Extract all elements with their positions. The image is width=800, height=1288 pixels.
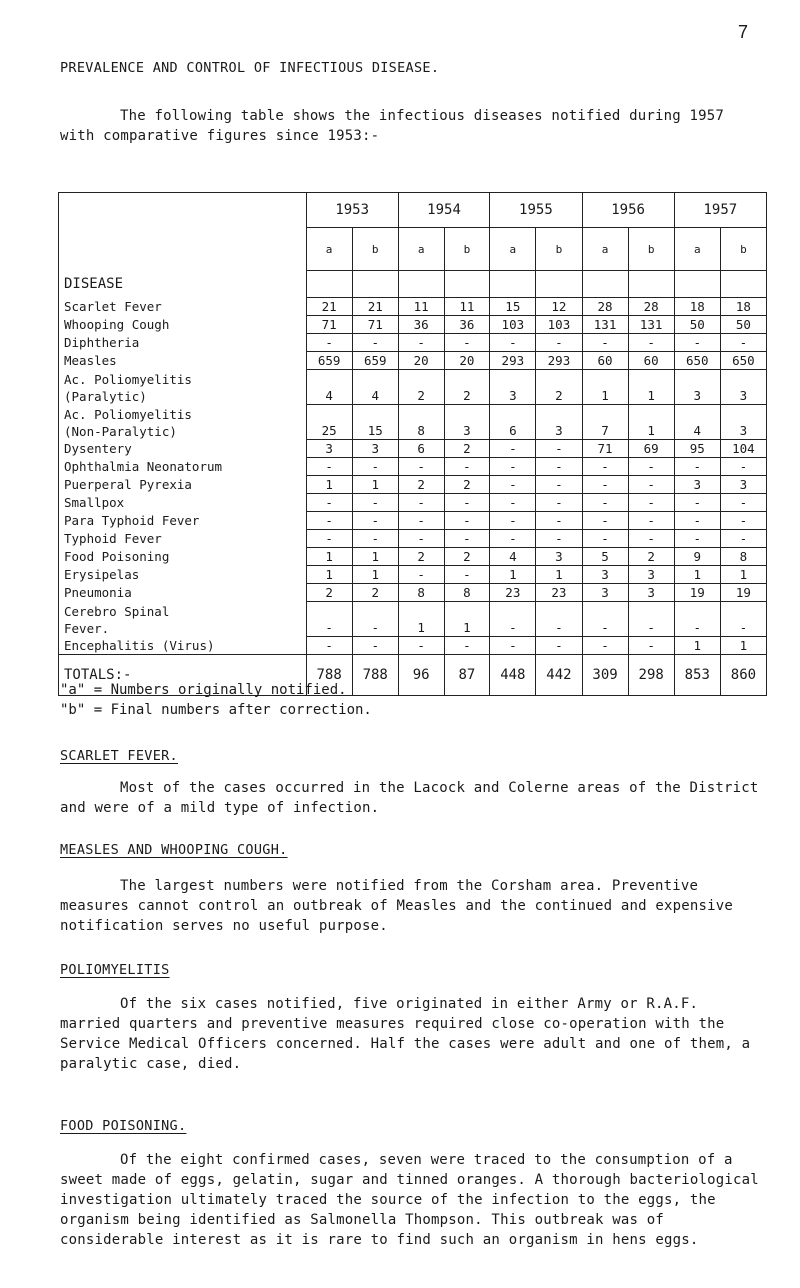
table-cell: 2 [536,370,582,405]
disease-label-line: Puerperal Pyrexia [64,477,192,492]
disease-label [59,458,307,476]
table-cell: - [306,512,352,530]
section-heading-measles: MEASLES AND WHOOPING COUGH. [60,842,288,858]
sub-column-header: a [306,228,352,271]
legend-line-b: "b" = Final numbers after correction. [60,702,372,718]
table-cell: 1 [306,476,352,494]
sub-column-spacer [352,271,398,298]
disease-label [59,476,307,494]
disease-label-line: Ophthalmia Neonatorum [64,459,223,474]
table-cell: 21 [306,298,352,316]
table-cell: - [306,334,352,352]
table-cell: - [444,458,490,476]
table-cell: 3 [628,584,674,602]
table-cell: - [444,334,490,352]
table-cell: - [306,637,352,655]
table-cell: 28 [582,298,628,316]
table-row [59,370,767,405]
section-heading-poliomyelitis: POLIOMYELITIS [60,962,170,978]
sub-column-spacer [720,271,766,298]
disease-label [59,512,307,530]
table-cell: - [398,566,444,584]
table-cell: - [306,494,352,512]
table-cell: 50 [674,316,720,334]
table-row [59,476,767,494]
table-cell: 2 [398,548,444,566]
table-cell: - [536,440,582,458]
section-heading-food-poisoning: FOOD POISONING. [60,1118,187,1134]
table-cell: 36 [444,316,490,334]
table-cell: - [490,458,536,476]
table-cell: 20 [444,352,490,370]
table-cell: 3 [720,405,766,440]
table-cell: 11 [444,298,490,316]
table-row [59,298,767,316]
sub-column-header: b [352,228,398,271]
table-cell: 1 [306,566,352,584]
table-cell: 2 [444,370,490,405]
totals-label: TOTALS:- [59,655,307,696]
table-cell: - [398,494,444,512]
disease-label [59,316,307,334]
table-cell: 2 [444,548,490,566]
legend-line-a: "a" = Numbers originally notified. [60,682,347,698]
table-cell: 15 [490,298,536,316]
table-cell: 1 [352,548,398,566]
disease-label-line: Ac. Poliomyelitis [64,406,192,422]
infectious-disease-table [58,192,767,696]
table-row [59,530,767,548]
table-cell: 71 [352,316,398,334]
table-cell: 1 [444,602,490,637]
table-cell: 3 [536,405,582,440]
total-cell: 788 [306,655,352,696]
sub-column-header: a [674,228,720,271]
table-row [59,334,767,352]
disease-label-line: (Paralytic) [64,388,147,404]
table-cell: - [582,458,628,476]
table-cell: 1 [628,405,674,440]
sub-column-spacer [628,271,674,298]
table-cell: 1 [352,566,398,584]
disease-label-line: Diphtheria [64,335,140,350]
disease-label [59,334,307,352]
table-cell: 11 [398,298,444,316]
total-cell: 96 [398,655,444,696]
table-cell: - [628,476,674,494]
table-cell: - [490,476,536,494]
table-cell: - [720,512,766,530]
table-cell: - [398,530,444,548]
table-cell: - [582,530,628,548]
disease-label [59,405,307,440]
disease-label [59,352,307,370]
table-cell: 3 [582,566,628,584]
table-cell: 71 [582,440,628,458]
sub-column-spacer [306,271,352,298]
disease-label [59,637,307,655]
table-cell: 6 [490,405,536,440]
table-cell: - [720,530,766,548]
disease-label-line: Measles [64,353,117,368]
table-cell: - [536,458,582,476]
table-cell: - [352,637,398,655]
table-cell: 104 [720,440,766,458]
table-cell: - [444,494,490,512]
table-cell: - [490,530,536,548]
table-cell: 293 [490,352,536,370]
table-cell: 9 [674,548,720,566]
disease-label [59,530,307,548]
table-cell: 1 [720,566,766,584]
table-row [59,548,767,566]
disease-column-header: DISEASE [59,193,307,298]
table-cell: 3 [628,566,674,584]
total-cell: 788 [352,655,398,696]
table-cell: 103 [490,316,536,334]
table-cell: 95 [674,440,720,458]
sub-column-header: a [582,228,628,271]
disease-label-line: Fever. [64,620,110,636]
table-cell: - [490,637,536,655]
table-cell: 2 [352,584,398,602]
table-cell: 103 [536,316,582,334]
table-cell: 8 [398,405,444,440]
disease-label-line: Encephalitis (Virus) [64,637,215,653]
table-cell: 4 [674,405,720,440]
table-cell: 2 [628,548,674,566]
table-cell: 1 [398,602,444,637]
table-cell: 2 [398,476,444,494]
total-cell: 309 [582,655,628,696]
table-cell: - [674,512,720,530]
table-cell: 69 [628,440,674,458]
table-cell: - [536,512,582,530]
year-header: 1955 [490,193,582,228]
table-cell: - [674,334,720,352]
table-cell: - [490,440,536,458]
table-cell: 293 [536,352,582,370]
table-cell: 5 [582,548,628,566]
total-cell: 448 [490,655,536,696]
table-cell: - [582,334,628,352]
disease-label [59,298,307,316]
table-cell: 4 [490,548,536,566]
disease-label-line: Dysentery [64,441,132,456]
table-cell: 6 [398,440,444,458]
table-cell: 1 [674,637,720,655]
table-cell: - [352,530,398,548]
disease-label-line: Whooping Cough [64,317,170,332]
table-cell: 8 [720,548,766,566]
table-cell: - [674,530,720,548]
sub-column-header: a [490,228,536,271]
disease-label-line: Food Poisoning [64,549,170,564]
sub-column-header: a [398,228,444,271]
table-cell: - [536,602,582,637]
table-cell: 28 [628,298,674,316]
section-text-scarlet-fever: Most of the cases occurred in the Lacock and Colerne areas of the District and were of a mild type of infection. [60,780,759,816]
table-cell: 8 [444,584,490,602]
table-cell: - [536,334,582,352]
table-cell: 3 [490,370,536,405]
sub-column-spacer [536,271,582,298]
table-cell: - [398,458,444,476]
table-cell: - [628,494,674,512]
disease-label [59,584,307,602]
disease-label-line: Erysipelas [64,567,140,582]
table-cell: - [536,530,582,548]
sub-column-spacer [444,271,490,298]
table-cell: 1 [628,370,674,405]
table-cell: - [582,602,628,637]
table-row [59,316,767,334]
table-cell: 1 [536,566,582,584]
table-cell: 650 [720,352,766,370]
year-header: 1957 [674,193,766,228]
table-cell: - [674,458,720,476]
table-cell: 3 [352,440,398,458]
disease-label [59,440,307,458]
table-cell: - [352,458,398,476]
sub-column-spacer [582,271,628,298]
table-cell: 19 [720,584,766,602]
page-number: 7 [738,22,749,42]
disease-label [59,566,307,584]
table-cell: - [674,494,720,512]
table-cell: 1 [490,566,536,584]
table-cell: 15 [352,405,398,440]
table-cell: 23 [490,584,536,602]
table-row [59,637,767,655]
disease-label [59,494,307,512]
table-row [59,458,767,476]
sub-column-header: b [628,228,674,271]
section-heading-scarlet-fever: SCARLET FEVER. [60,748,178,764]
table-cell: - [398,334,444,352]
table-cell: 650 [674,352,720,370]
table-cell: - [490,602,536,637]
table-cell: 1 [674,566,720,584]
table-cell: - [582,637,628,655]
total-cell: 87 [444,655,490,696]
table-row [59,602,767,637]
table-cell: 23 [536,584,582,602]
table-cell: - [490,494,536,512]
table-cell: 2 [398,370,444,405]
sub-column-header: b [536,228,582,271]
table-cell: - [398,637,444,655]
disease-label-line: Smallpox [64,495,125,510]
disease-label-line: Para Typhoid Fever [64,513,200,528]
table-cell: - [582,512,628,530]
table-cell: 36 [398,316,444,334]
section-text-measles: The largest numbers were notified from the Corsham area. Preventive measures cannot control an outbreak of Measles and the continued and expensive notification serves no useful purpose. [60,878,734,934]
table-cell: - [352,334,398,352]
table-cell: 21 [352,298,398,316]
table-cell: 7 [582,405,628,440]
disease-label-line: (Non-Paralytic) [64,423,177,439]
table-cell: - [444,637,490,655]
disease-label [59,370,307,405]
table-cell: - [720,458,766,476]
table-cell: - [674,602,720,637]
table-row [59,512,767,530]
table-cell: - [306,458,352,476]
table-cell: 3 [444,405,490,440]
table-cell: 20 [398,352,444,370]
table-cell: 60 [582,352,628,370]
table-cell: - [628,512,674,530]
disease-label-line: Pneumonia [64,585,132,600]
table-cell: - [490,334,536,352]
table-cell: 3 [674,370,720,405]
disease-label-line: Scarlet Fever [64,299,162,314]
disease-label [59,548,307,566]
table-row [59,494,767,512]
table-cell: 3 [674,476,720,494]
table-cell: - [582,494,628,512]
table-cell: 3 [536,548,582,566]
table-cell: - [306,602,352,637]
table-cell: - [536,476,582,494]
table-cell: 2 [444,476,490,494]
table-row [59,405,767,440]
table-cell: - [628,334,674,352]
table-cell: - [444,512,490,530]
table-cell: - [352,512,398,530]
table-cell: 8 [398,584,444,602]
table-cell: 1 [306,548,352,566]
disease-label-line: Typhoid Fever [64,531,162,546]
table-cell: 4 [352,370,398,405]
table-cell: - [444,566,490,584]
table-cell: - [720,602,766,637]
page-title: PREVALENCE AND CONTROL OF INFECTIOUS DISEASE. [60,60,440,76]
table-cell: 2 [306,584,352,602]
table-cell: 19 [674,584,720,602]
table-cell: 131 [582,316,628,334]
table-cell: - [306,530,352,548]
section-text-food-poisoning: Of the eight confirmed cases, seven were traced to the consumption of a sweet made of eggs, gelatin, sugar and tinned oranges. A thorough bacteriological investigation ultimately traced the source of the infection to the eggs, the organism being identified as Salmonella Thompson. This outbreak was of considerable interest as it is rare to find such an organism in hens eggs. [60,1152,759,1248]
disease-label-line: Cerebro Spinal [64,603,170,619]
table-cell: - [398,512,444,530]
table-cell: 659 [352,352,398,370]
table-cell: - [628,637,674,655]
table-cell: 71 [306,316,352,334]
year-header: 1954 [398,193,490,228]
table-cell: 1 [720,637,766,655]
disease-label-line: Ac. Poliomyelitis [64,371,192,387]
table-cell: - [628,602,674,637]
table-cell: 50 [720,316,766,334]
table-cell: 3 [720,370,766,405]
table-cell: 2 [444,440,490,458]
table-cell: - [628,458,674,476]
total-cell: 442 [536,655,582,696]
sub-column-spacer [398,271,444,298]
table-cell: 3 [720,476,766,494]
total-cell: 860 [720,655,766,696]
table-cell: 60 [628,352,674,370]
table-cell: 4 [306,370,352,405]
table-cell: 18 [720,298,766,316]
table-cell: 3 [306,440,352,458]
table-cell: - [352,602,398,637]
table-cell: 1 [582,370,628,405]
sub-column-spacer [490,271,536,298]
table-legend [60,680,372,720]
sub-column-spacer [674,271,720,298]
year-header: 1956 [582,193,674,228]
table-cell: - [444,530,490,548]
sub-column-header: b [444,228,490,271]
table-cell: 3 [582,584,628,602]
table-cell: 131 [628,316,674,334]
table-cell: - [536,494,582,512]
table-row [59,566,767,584]
table-cell: - [720,494,766,512]
table-cell: 12 [536,298,582,316]
section-text-poliomyelitis: Of the six cases notified, five originated in either Army or R.A.F. married quarters and preventive measures required close co-operation with the Service Medical Officers concerned. Half the cases were adult and one of them, a paralytic case, died. [60,996,751,1072]
table-cell: 18 [674,298,720,316]
table-row [59,352,767,370]
year-header: 1953 [306,193,398,228]
table-cell: 659 [306,352,352,370]
intro-paragraph: The following table shows the infectious diseases notified during 1957 with comparative figures since 1953:- [60,108,725,144]
disease-label [59,602,307,637]
table-cell: - [628,530,674,548]
table-row [59,440,767,458]
table-cell: - [720,334,766,352]
table-cell: - [490,512,536,530]
table-cell: - [536,637,582,655]
table-cell: - [352,494,398,512]
table-cell: 1 [352,476,398,494]
total-cell: 853 [674,655,720,696]
total-cell: 298 [628,655,674,696]
sub-column-header: b [720,228,766,271]
table-cell: 25 [306,405,352,440]
table-cell: - [582,476,628,494]
table-row [59,584,767,602]
